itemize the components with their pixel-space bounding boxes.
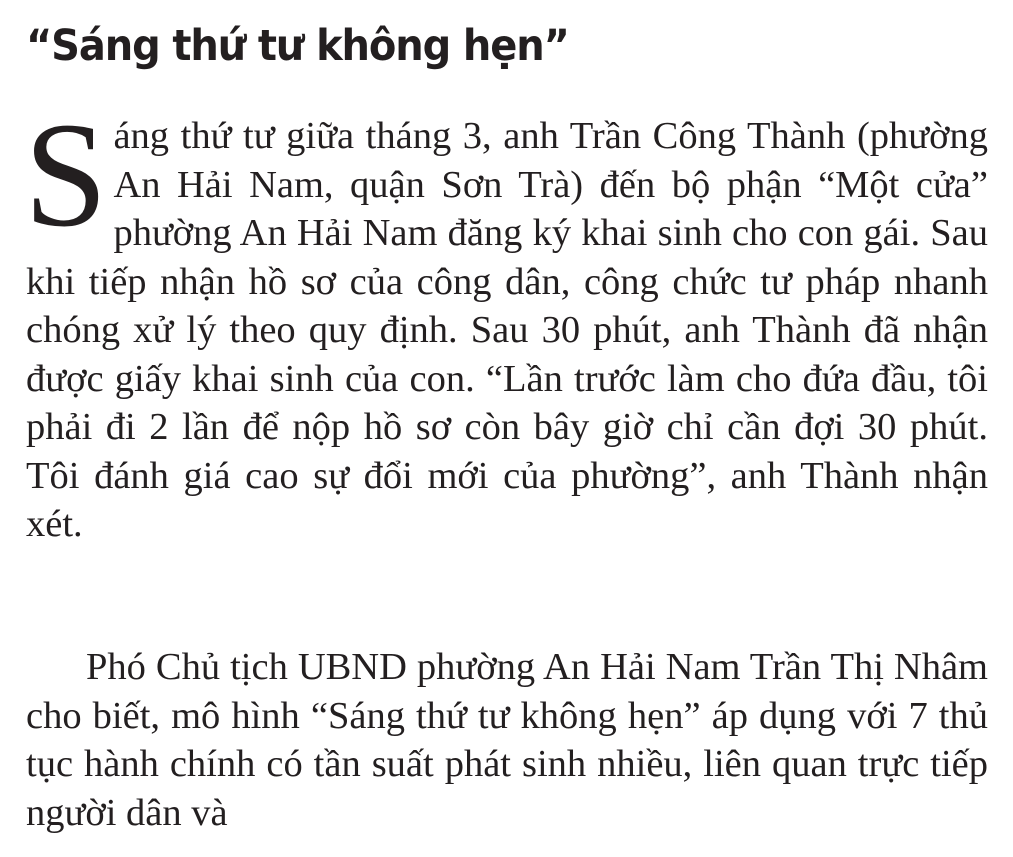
drop-cap: S (24, 92, 108, 258)
article-paragraph (24, 92, 988, 549)
paragraph-text: áng thứ tư giữa tháng 3, anh Trần Công Thành (phường An Hải Nam, quận Sơn Trà) đến bộ phận “Một cửa” phường An Hải Nam đăng ký khai sinh cho con gái. Sau khi tiếp nhận hồ sơ của công dân, công chức tư pháp nhanh chóng xử lý theo quy định. Sau 30 phút, anh Thành đã nhận được giấy khai sinh của con. “Lần trước làm cho đứa đầu, tôi phải đi 2 lần để nộp hồ sơ còn bây giờ chỉ cần đợi 30 phút. Tôi đánh giá cao sự đổi mới của phường”, anh Thành nhận xét. (26, 115, 988, 545)
article-headline: “Sáng thứ tư không hẹn” (26, 21, 569, 71)
paragraph-text: Phó Chủ tịch UBND phường An Hải Nam Trần Thị Nhâm cho biết, mô hình “Sáng thứ tư không hẹn” áp dụng với 7 thủ tục hành chính có tần suất phát sinh nhiều, liên quan trực tiếp người dân và (26, 646, 988, 834)
article-paragraph (26, 643, 988, 837)
